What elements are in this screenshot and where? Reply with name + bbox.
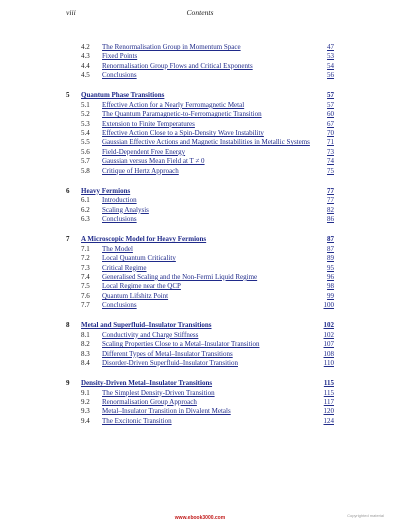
section-entry[interactable] bbox=[66, 398, 334, 407]
chapter-number: 6 bbox=[66, 186, 70, 195]
section-title-link[interactable]: Critical Regime bbox=[102, 263, 147, 272]
chapter-page-link[interactable]: 77 bbox=[327, 186, 334, 195]
section-number: 4.3 bbox=[81, 52, 90, 61]
section-entry[interactable] bbox=[66, 52, 334, 61]
chapter-title-link[interactable]: Heavy Fermions bbox=[81, 186, 131, 195]
toc-chapter bbox=[66, 379, 334, 426]
copyright-notice: Copyrighted material bbox=[347, 513, 384, 518]
chapter-page-link[interactable]: 57 bbox=[327, 91, 334, 100]
section-page-link[interactable]: 89 bbox=[327, 254, 334, 263]
section-number: 7.7 bbox=[81, 301, 90, 310]
section-title-link[interactable]: Local Regime near the QCP bbox=[102, 282, 181, 291]
section-title-link[interactable]: Different Types of Metal–Insulator Transitions bbox=[102, 349, 233, 358]
section-title-link[interactable]: Fixed Points bbox=[102, 52, 138, 61]
section-entry[interactable] bbox=[66, 196, 334, 205]
chapter-number: 5 bbox=[66, 91, 70, 100]
section-number: 7.1 bbox=[81, 244, 90, 253]
section-page-link[interactable]: 102 bbox=[323, 330, 334, 339]
page-number: viii bbox=[66, 8, 76, 17]
section-page-link[interactable]: 82 bbox=[327, 205, 334, 214]
chapter-entry[interactable] bbox=[66, 187, 334, 196]
section-entry[interactable] bbox=[66, 407, 334, 416]
chapter-entry[interactable] bbox=[66, 321, 334, 330]
chapter-title-link[interactable]: Quantum Phase Transitions bbox=[81, 91, 165, 100]
section-number: 5.2 bbox=[81, 110, 90, 119]
section-entry[interactable] bbox=[66, 350, 334, 359]
chapter-number: 8 bbox=[66, 321, 70, 330]
section-number: 7.6 bbox=[81, 291, 90, 300]
section-number: 5.6 bbox=[81, 147, 90, 156]
section-title-link[interactable]: The Model bbox=[102, 244, 133, 253]
section-title-link[interactable]: The Simplest Density-Driven Transition bbox=[102, 388, 215, 397]
source-link[interactable]: www.ebook3000.com bbox=[174, 515, 226, 521]
section-page-link[interactable]: 57 bbox=[327, 100, 334, 109]
section-number: 4.2 bbox=[81, 43, 90, 51]
section-number: 7.3 bbox=[81, 263, 90, 272]
section-title-link[interactable]: Metal–Insulator Transition in Divalent Metals bbox=[102, 407, 231, 416]
section-page-link[interactable]: 47 bbox=[327, 43, 334, 51]
chapter-title-link[interactable]: Density-Driven Metal–Insulator Transitions bbox=[81, 379, 213, 388]
section-title-link[interactable]: Extension to Finite Temperatures bbox=[102, 119, 195, 128]
section-title-link[interactable]: Conclusions bbox=[102, 71, 137, 80]
section-number: 9.2 bbox=[81, 397, 90, 406]
section-page-link[interactable]: 71 bbox=[327, 138, 334, 147]
section-page-link[interactable]: 86 bbox=[327, 215, 334, 224]
section-entry[interactable] bbox=[66, 110, 334, 119]
section-number: 5.1 bbox=[81, 100, 90, 109]
toc-chapter bbox=[66, 91, 334, 176]
section-page-link[interactable]: 54 bbox=[327, 61, 334, 70]
chapter-entry[interactable] bbox=[66, 235, 334, 244]
section-entry[interactable] bbox=[66, 389, 334, 398]
chapter-number: 7 bbox=[66, 235, 70, 244]
toc-chapter bbox=[66, 187, 334, 225]
section-entry[interactable] bbox=[66, 254, 334, 263]
section-page-link[interactable]: 100 bbox=[323, 301, 334, 310]
section-entry[interactable] bbox=[66, 301, 334, 310]
section-page-link[interactable]: 75 bbox=[327, 166, 334, 175]
section-title-link[interactable]: Field-Dependent Free Energy bbox=[102, 147, 186, 156]
section-title-link[interactable]: The Excitonic Transition bbox=[102, 416, 172, 425]
section-entry[interactable] bbox=[66, 43, 334, 52]
section-number: 6.1 bbox=[81, 196, 90, 205]
section-number: 5.4 bbox=[81, 129, 90, 138]
toc-chapter bbox=[66, 235, 334, 310]
section-title-link[interactable]: Gaussian Effective Actions and Magnetic Instabilities in Metallic Systems bbox=[102, 138, 310, 147]
section-entry[interactable] bbox=[66, 273, 334, 282]
chapter-entry[interactable] bbox=[66, 379, 334, 388]
section-entry[interactable] bbox=[66, 359, 334, 368]
section-number: 6.3 bbox=[81, 215, 90, 224]
section-number: 8.4 bbox=[81, 358, 90, 367]
section-page-link[interactable]: 98 bbox=[327, 282, 334, 291]
section-title-link[interactable]: Scaling Analysis bbox=[102, 205, 149, 214]
section-entry[interactable] bbox=[66, 417, 334, 426]
section-page-link[interactable]: 53 bbox=[327, 52, 334, 61]
section-number: 7.2 bbox=[81, 254, 90, 263]
section-number: 8.3 bbox=[81, 349, 90, 358]
section-page-link[interactable]: 96 bbox=[327, 272, 334, 281]
section-title-link[interactable]: The Quantum Paramagnetic-to-Ferromagnetic Transition bbox=[102, 110, 262, 119]
section-title-link[interactable]: Introduction bbox=[102, 196, 137, 205]
chapter-title-link[interactable]: A Microscopic Model for Heavy Fermions bbox=[81, 235, 207, 244]
chapter-page-link[interactable]: 87 bbox=[327, 235, 334, 244]
section-entry[interactable] bbox=[66, 331, 334, 340]
section-title-link[interactable]: Generalised Scaling and the Non-Fermi Liquid Regime bbox=[102, 272, 258, 281]
section-entry[interactable] bbox=[66, 120, 334, 129]
section-page-link[interactable]: 60 bbox=[327, 110, 334, 119]
section-title-link[interactable]: Effective Action for a Nearly Ferromagnetic Metal bbox=[102, 100, 245, 109]
section-title-link[interactable]: Conductivity and Charge Stiffness bbox=[102, 330, 199, 339]
chapter-title-link[interactable]: Metal and Superfluid–Insulator Transitions bbox=[81, 321, 212, 330]
toc-chapter bbox=[66, 43, 334, 81]
section-title-link[interactable]: Conclusions bbox=[102, 301, 137, 310]
chapter-entry[interactable] bbox=[66, 91, 334, 100]
section-page-link[interactable]: 120 bbox=[323, 407, 334, 416]
section-title-link[interactable]: The Renormalisation Group in Momentum Space bbox=[102, 43, 241, 51]
section-entry[interactable] bbox=[66, 167, 334, 176]
section-number: 4.4 bbox=[81, 61, 90, 70]
section-page-link[interactable]: 77 bbox=[327, 196, 334, 205]
section-number: 7.4 bbox=[81, 272, 90, 281]
section-number: 9.3 bbox=[81, 407, 90, 416]
section-entry[interactable] bbox=[66, 138, 334, 147]
section-title-link[interactable]: Renormalisation Group Approach bbox=[102, 397, 197, 406]
section-page-link[interactable]: 115 bbox=[323, 388, 334, 397]
section-entry[interactable] bbox=[66, 62, 334, 71]
section-title-link[interactable]: Quantum Lifshitz Point bbox=[102, 291, 169, 300]
section-page-link[interactable]: 110 bbox=[323, 358, 334, 367]
table-of-contents bbox=[66, 43, 334, 437]
chapter-number: 9 bbox=[66, 379, 70, 388]
section-entry[interactable] bbox=[66, 282, 334, 291]
section-page-link[interactable]: 99 bbox=[327, 291, 334, 300]
section-page-link[interactable]: 95 bbox=[327, 263, 334, 272]
section-entry[interactable] bbox=[66, 71, 334, 80]
section-entry[interactable] bbox=[66, 157, 334, 166]
section-number: 5.3 bbox=[81, 119, 90, 128]
running-title: Contents bbox=[186, 8, 214, 17]
section-number: 9.4 bbox=[81, 416, 90, 425]
section-page-link[interactable]: 67 bbox=[327, 119, 334, 128]
section-page-link[interactable]: 124 bbox=[323, 416, 334, 425]
section-number: 8.2 bbox=[81, 340, 90, 349]
section-title-link[interactable]: Disorder-Driven Superfluid–Insulator Transition bbox=[102, 358, 238, 367]
section-entry[interactable] bbox=[66, 245, 334, 254]
section-entry[interactable] bbox=[66, 292, 334, 301]
section-page-link[interactable]: 73 bbox=[327, 147, 334, 156]
section-entry[interactable] bbox=[66, 148, 334, 157]
section-number: 7.5 bbox=[81, 282, 90, 291]
section-title-link[interactable]: Gaussian versus Mean Field at T ≠ 0 bbox=[102, 157, 205, 166]
section-page-link[interactable]: 74 bbox=[327, 157, 334, 166]
section-page-link[interactable]: 87 bbox=[327, 244, 334, 253]
section-entry[interactable] bbox=[66, 129, 334, 138]
section-page-link[interactable]: 56 bbox=[327, 71, 334, 80]
section-number: 6.2 bbox=[81, 205, 90, 214]
section-page-link[interactable]: 107 bbox=[323, 340, 334, 349]
page-header bbox=[66, 8, 334, 18]
section-title-link[interactable]: Scaling Properties Close to a Metal–Insulator Transition bbox=[102, 340, 260, 349]
section-entry[interactable] bbox=[66, 215, 334, 224]
section-page-link[interactable]: 117 bbox=[323, 397, 334, 406]
section-title-link[interactable]: Critique of Hertz Approach bbox=[102, 166, 179, 175]
section-number: 8.1 bbox=[81, 330, 90, 339]
section-title-link[interactable]: Conclusions bbox=[102, 215, 137, 224]
section-entry[interactable] bbox=[66, 206, 334, 215]
section-number: 4.5 bbox=[81, 71, 90, 80]
section-entry[interactable] bbox=[66, 264, 334, 273]
chapter-page-link[interactable]: 115 bbox=[323, 379, 334, 388]
chapter-page-link[interactable]: 102 bbox=[323, 321, 334, 330]
toc-chapter bbox=[66, 321, 334, 368]
section-title-link[interactable]: Local Quantum Criticality bbox=[102, 254, 176, 263]
section-page-link[interactable]: 70 bbox=[327, 129, 334, 138]
section-title-link[interactable]: Renormalisation Group Flows and Critical Exponents bbox=[102, 61, 253, 70]
section-entry[interactable] bbox=[66, 101, 334, 110]
section-title-link[interactable]: Effective Action Close to a Spin-Density Wave Instability bbox=[102, 129, 264, 138]
section-entry[interactable] bbox=[66, 340, 334, 349]
section-number: 5.7 bbox=[81, 157, 90, 166]
section-number: 5.8 bbox=[81, 166, 90, 175]
section-number: 5.5 bbox=[81, 138, 90, 147]
section-page-link[interactable]: 108 bbox=[323, 349, 334, 358]
section-number: 9.1 bbox=[81, 388, 90, 397]
